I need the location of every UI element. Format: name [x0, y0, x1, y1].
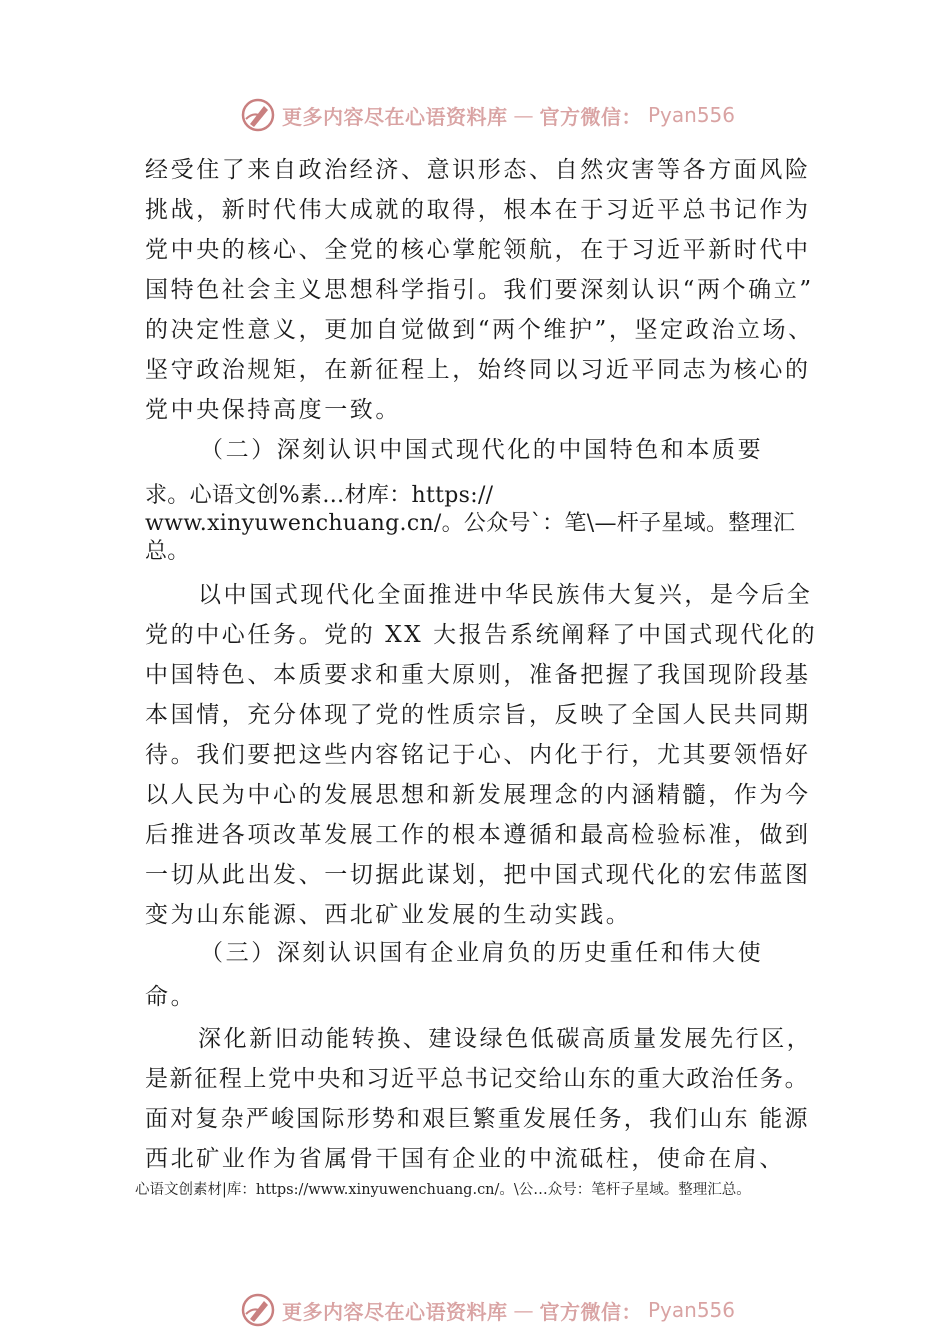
pen-nib-logo-icon — [240, 97, 276, 133]
body-line: 党中央保持高度一致。 — [145, 397, 401, 423]
body-line: 深化新旧动能转换、建设绿色低碳高质量发展先行区， — [198, 1026, 813, 1052]
banner-text: 更多内容尽在心语资料库 — [282, 1299, 508, 1324]
body-line: 党中央的核心、全党的核心掌舵领航，在于习近平新时代中 — [145, 237, 811, 263]
footer-banner — [240, 1290, 735, 1330]
body-line: 党的中心任务。党的 XX 大报告系统阐释了中国式现代化的 — [145, 622, 818, 648]
watermark-line: 求。心语文创%素…材库：https:// — [145, 483, 494, 508]
body-line: 以中国式现代化全面推进中华民族伟大复兴，是今后全 — [198, 582, 813, 608]
body-line: 的决定性意义，更加自觉做到“两个维护”，坚定政治立场、 — [145, 317, 814, 343]
body-line: 西北矿业作为省属骨干国有企业的中流砥柱，使命在肩、 — [145, 1146, 785, 1172]
body-line: 以人民为中心的发展思想和新发展理念的内涵精髓，作为今 — [145, 782, 811, 808]
banner-label: 官方微信： — [539, 1299, 642, 1324]
body-line: 挑战，新时代伟大成就的取得，根本在于习近平总书记作为 — [145, 197, 811, 223]
section-heading: （二）深刻认识中国式现代化的中国特色和本质要 — [200, 437, 764, 463]
pen-nib-logo-icon — [240, 1292, 276, 1328]
body-line: 本国情，充分体现了党的性质宗旨，反映了全国人民共同期 — [145, 702, 811, 728]
body-line: 变为山东能源、西北矿业发展的生动实践。 — [145, 902, 632, 928]
banner-label: 官方微信： — [539, 104, 642, 129]
body-line: 经受住了来自政治经济、意识形态、自然灾害等各方面风险 — [145, 157, 811, 183]
banner-separator: — — [513, 1298, 534, 1322]
section-heading: （三）深刻认识国有企业肩负的历史重任和伟大使 — [200, 940, 764, 966]
body-line: 中国特色、本质要求和重大原则，准备把握了我国现阶段基 — [145, 662, 811, 688]
header-banner — [240, 95, 735, 135]
banner-wechat-id: Pyan556 — [648, 1298, 736, 1322]
body-line: 后推进各项改革发展工作的根本遵循和最高检验标准，做到 — [145, 822, 811, 848]
body-line: 待。我们要把这些内容铭记于心、内化于行，尤其要领悟好 — [145, 742, 811, 768]
body-line: 坚守政治规矩，在新征程上，始终同以习近平同志为核心的 — [145, 357, 811, 383]
watermark-line: 总。 — [145, 539, 190, 564]
body-line: 命。 — [145, 984, 197, 1010]
footer-watermark: 心语文创素材|库：https://www.xinyuwenchuang.cn/。\公…众号：笔杆子星域。整理汇总。 — [135, 1182, 751, 1198]
body-line: 国特色社会主义思想科学指引。我们要深刻认识“两个确立” — [145, 277, 814, 303]
body-line: 面对复杂严峻国际形势和艰巨繁重发展任务，我们山东 能源 — [145, 1106, 810, 1132]
banner-separator: — — [513, 103, 534, 127]
banner-text: 更多内容尽在心语资料库 — [282, 104, 508, 129]
body-line: 是新征程上党中央和习近平总书记交给山东的重大政治任务。 — [145, 1066, 810, 1092]
body-line: 一切从此出发、一切据此谋划，把中国式现代化的宏伟蓝图 — [145, 862, 811, 888]
watermark-line: www.xinyuwenchuang.cn/。公众号`：笔\—杆子星域。整理汇 — [145, 511, 796, 536]
banner-wechat-id: Pyan556 — [648, 103, 736, 127]
